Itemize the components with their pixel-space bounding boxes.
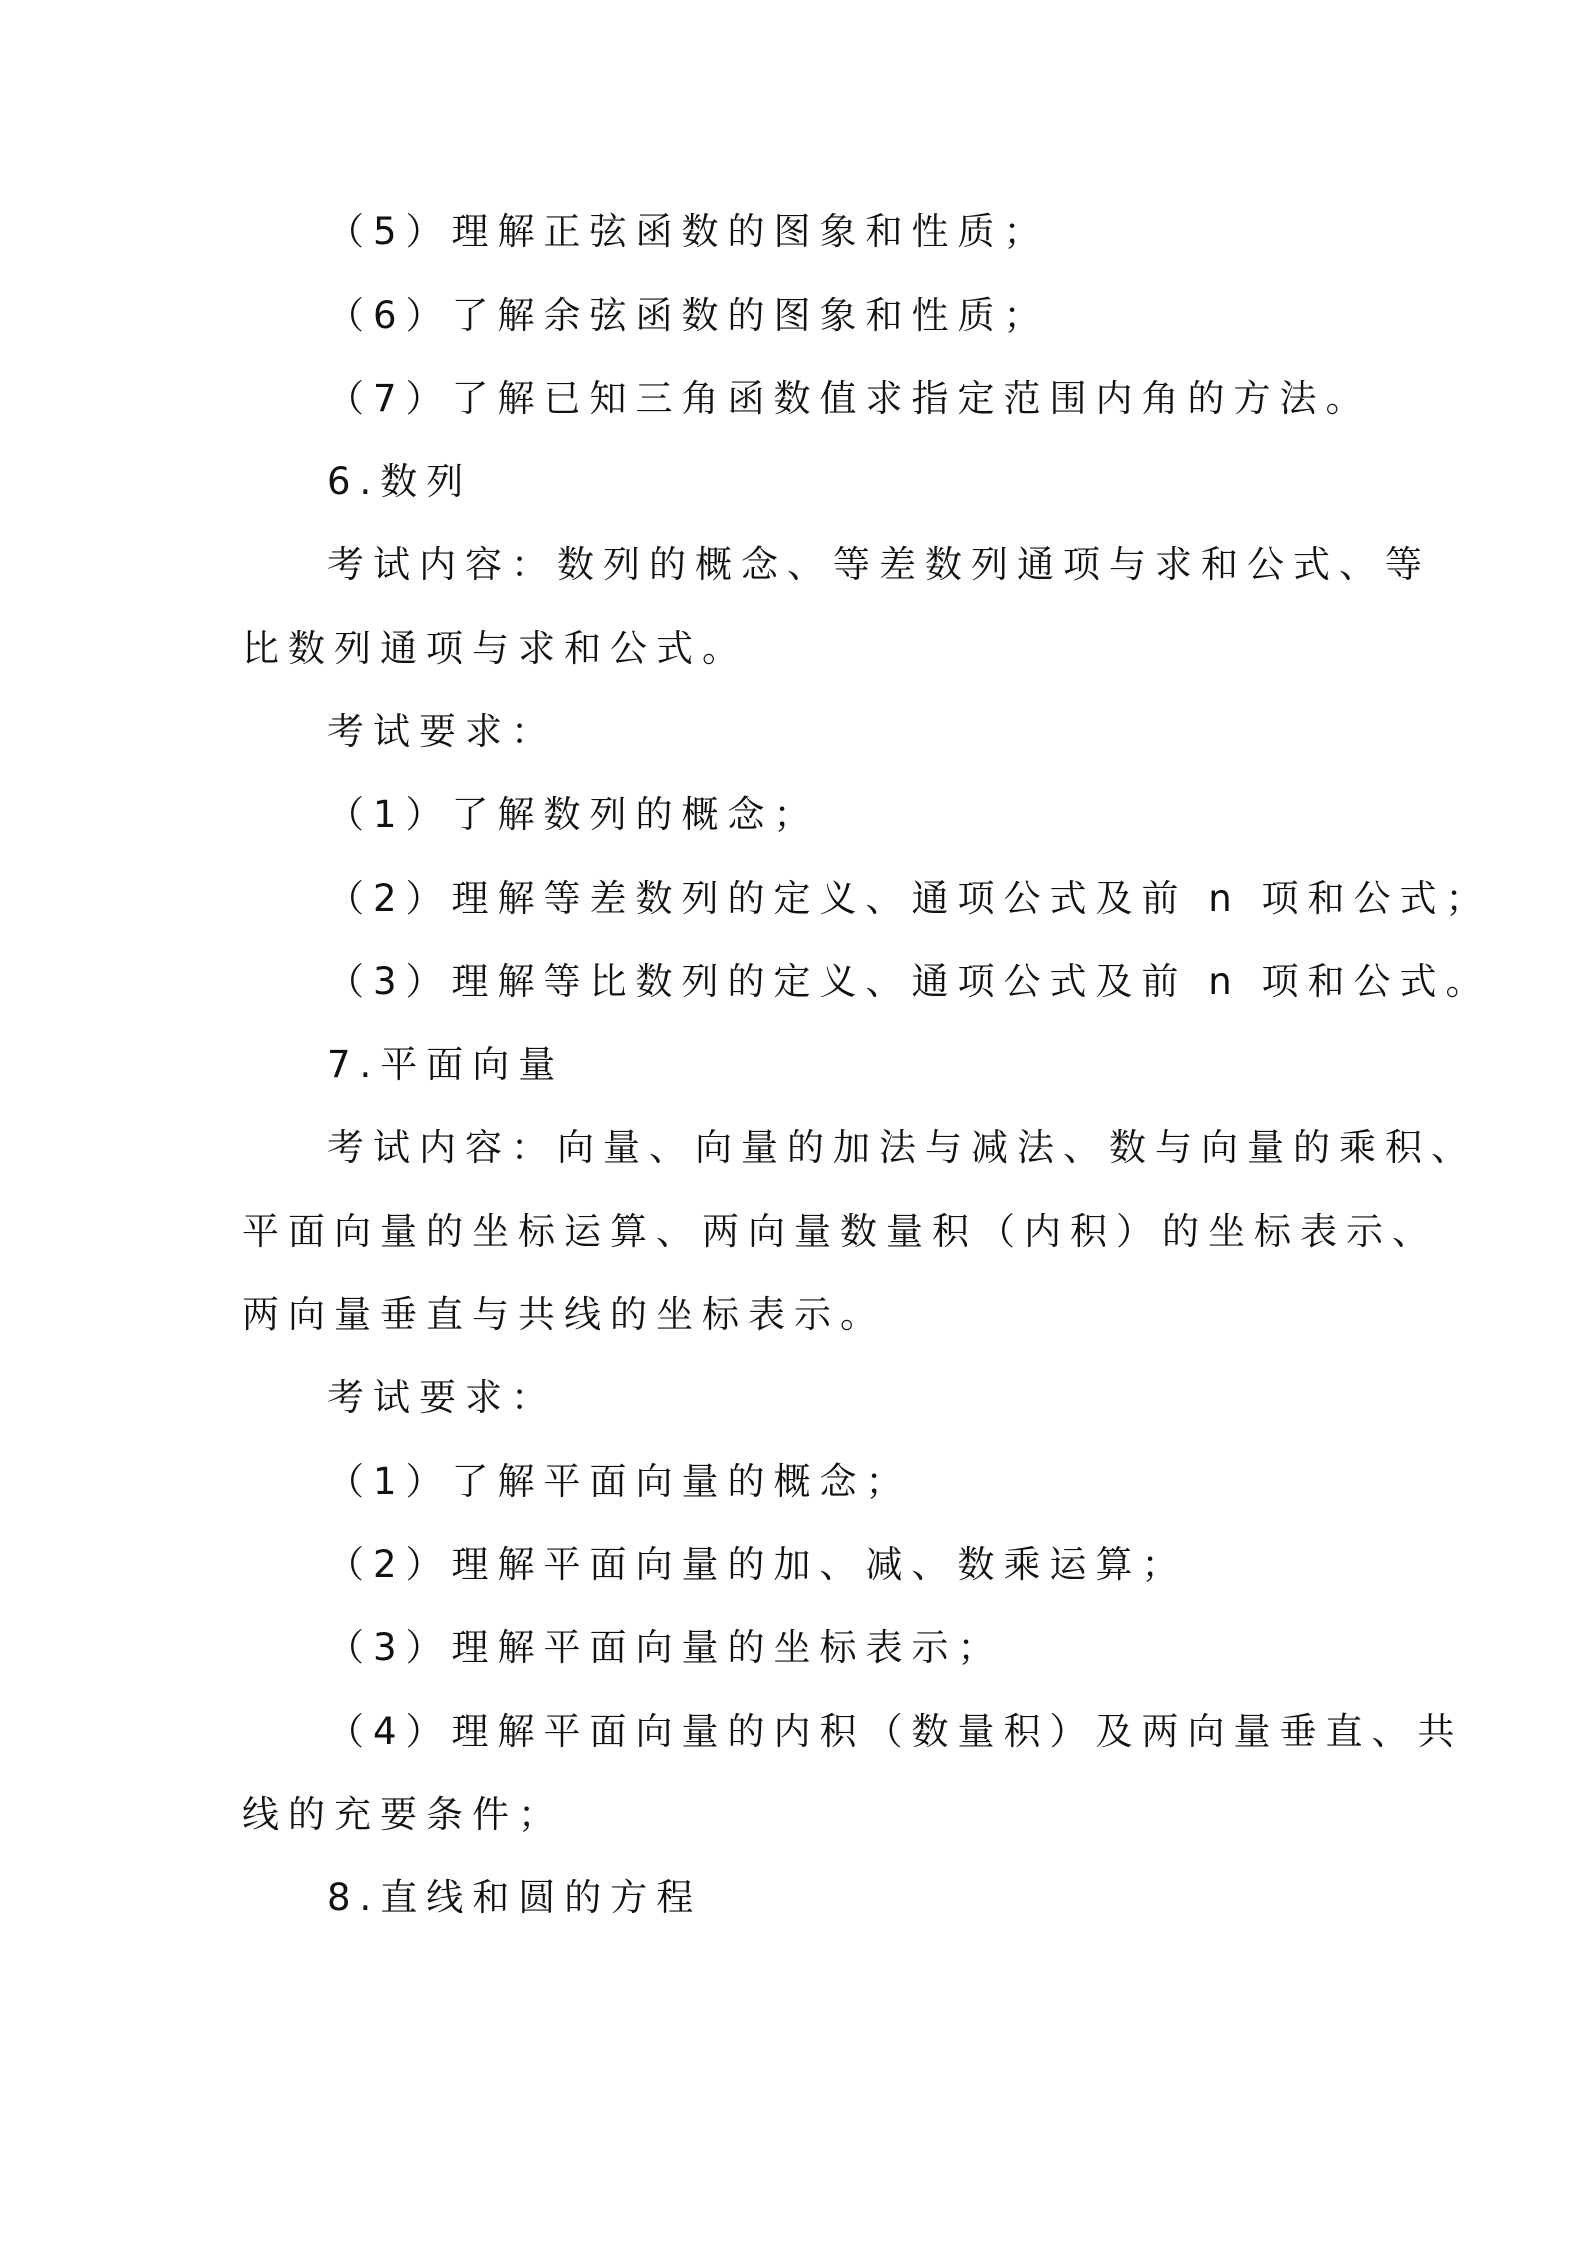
exam-content-sequences: 考试内容：数列的概念、等差数列通项与求和公式、等 (327, 543, 1431, 586)
item-angle-from-value: （7）了解已知三角函数值求指定范围内角的方法。 (327, 377, 1372, 420)
exam-content-sequences-cont: 比数列通项与求和公式。 (242, 627, 748, 670)
exam-content-vectors-cont-1: 平面向量的坐标运算、两向量数量积（内积）的坐标表示、 (242, 1210, 1438, 1253)
item-sine-function: （5）理解正弦函数的图象和性质； (327, 210, 1050, 253)
exam-requirements-label: 考试要求： (327, 710, 557, 753)
exam-content-vectors-cont-2: 两向量垂直与共线的坐标表示。 (242, 1293, 886, 1336)
section-heading-plane-vectors: 7.平面向量 (327, 1043, 565, 1086)
item-arithmetic-sequence: （2）理解等差数列的定义、通项公式及前 n 项和公式； (327, 877, 1492, 920)
item-vector-inner-product: （4）理解平面向量的内积（数量积）及两向量垂直、共 (327, 1710, 1464, 1753)
item-vector-coordinates: （3）理解平面向量的坐标表示； (327, 1626, 1004, 1669)
item-vector-operations: （2）理解平面向量的加、减、数乘运算； (327, 1543, 1188, 1586)
item-sequence-concept: （1）了解数列的概念； (327, 793, 820, 836)
exam-requirements-label: 考试要求： (327, 1376, 557, 1419)
exam-content-vectors: 考试内容：向量、向量的加法与减法、数与向量的乘积、 (327, 1126, 1477, 1169)
section-heading-sequences: 6.数列 (327, 460, 473, 503)
item-cosine-function: （6）了解余弦函数的图象和性质； (327, 294, 1050, 337)
item-vector-inner-product-cont: 线的充要条件； (242, 1793, 564, 1836)
section-heading-lines-circles: 8.直线和圆的方程 (327, 1876, 703, 1919)
item-vector-concept: （1）了解平面向量的概念； (327, 1460, 912, 1503)
item-geometric-sequence: （3）理解等比数列的定义、通项公式及前 n 项和公式。 (327, 960, 1492, 1003)
